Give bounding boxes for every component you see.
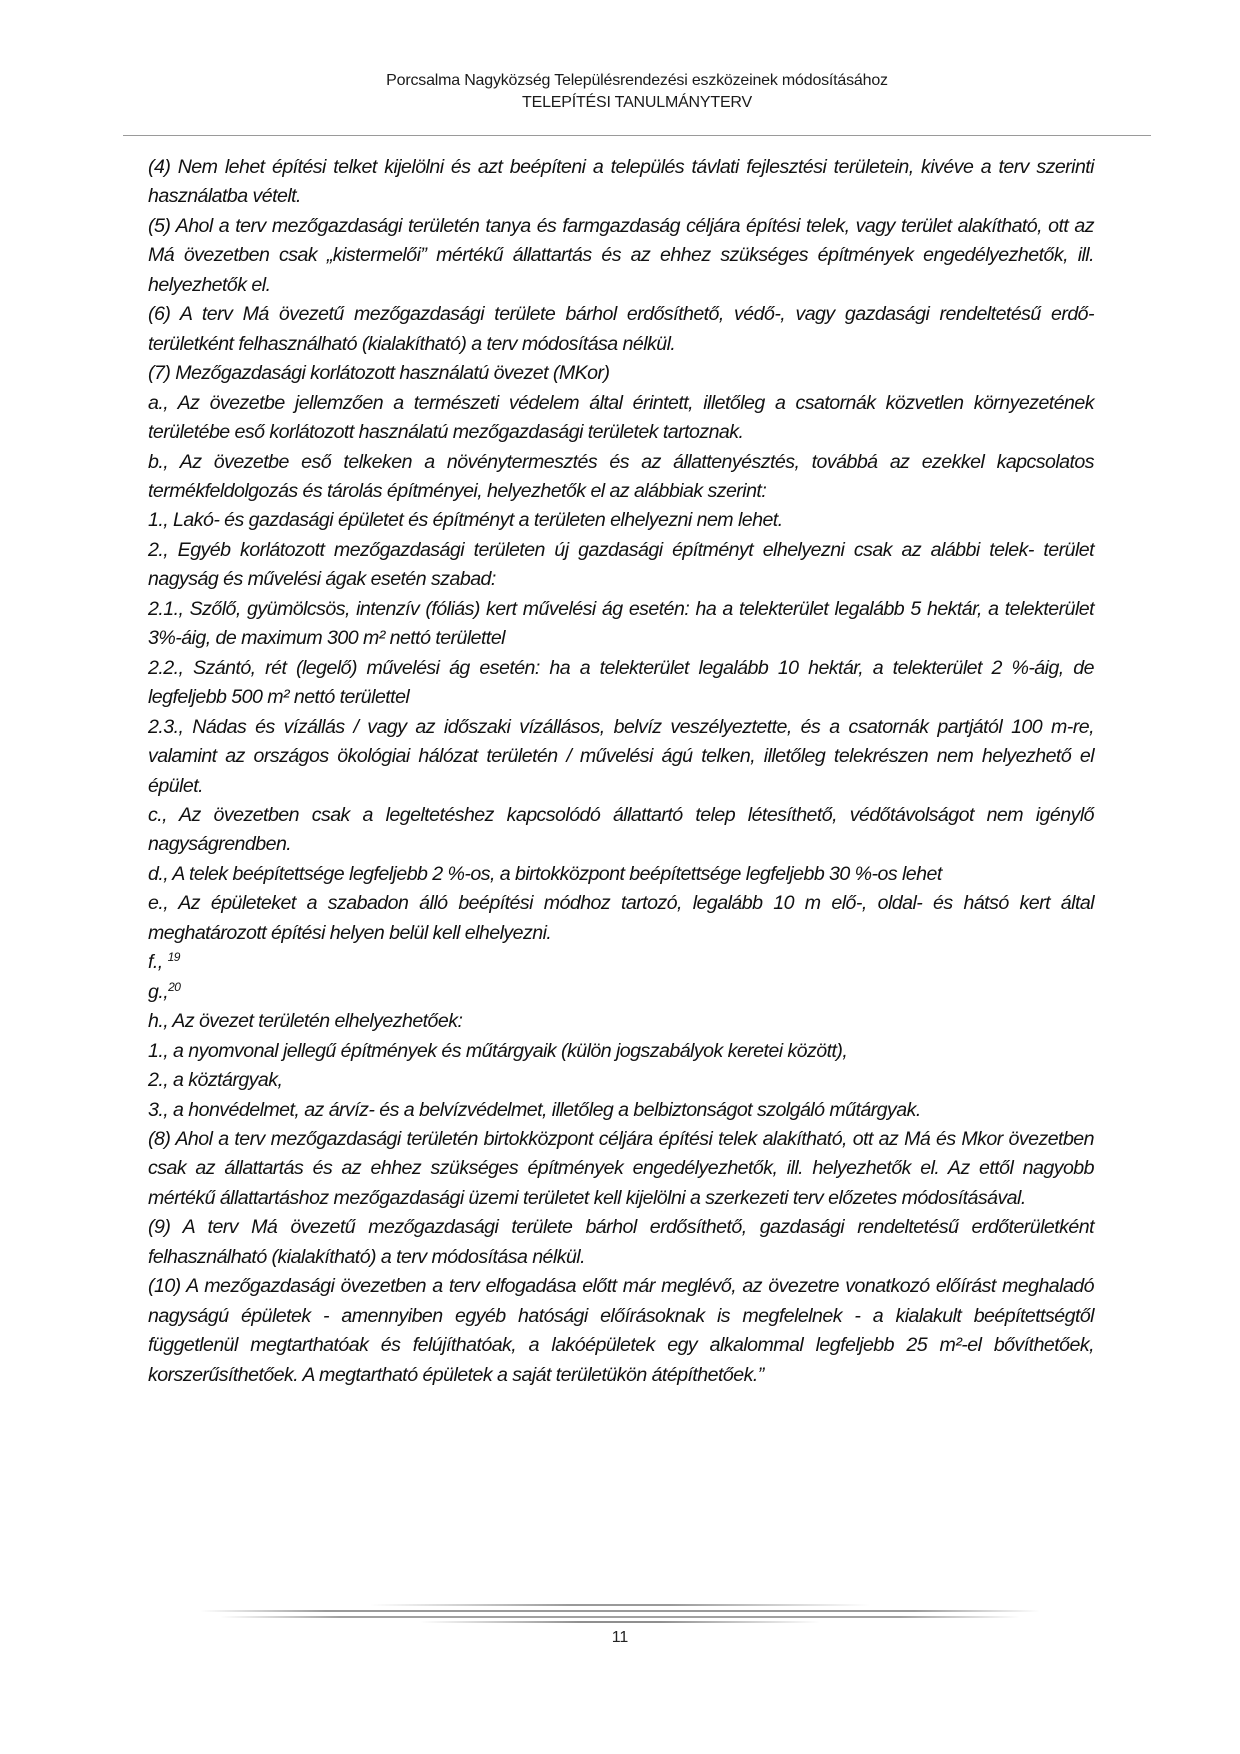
header-divider bbox=[123, 135, 1151, 136]
paragraph-10: (10) A mezőgazdasági övezetben a terv elfogadása előtt már meglévő, az övezetre vonatkozó előírást meghaladó nagyságú épületek - amennyiben egyéb hatósági előírásoknak is megfelelnek - a kialakult beépítettségtől függetlenül megtarthatóak és felújíthatóak, a lakóépületek egy alkalommal legfeljebb 25 m²-el bővíthetőek, korszerűsíthetőek. A megtartható épületek a saját területükön átépíthetőek.” bbox=[148, 1275, 1094, 1386]
footnote-ref-19[interactable]: 19 bbox=[167, 950, 180, 965]
item-b: b., Az övezetbe eső telkeken a növénytermesztés és az állattenyésztés, továbbá az ezekkel kapcsolatos termékfeldolgozás és tárolás építményei, helyezhetők el az alábbiak szerint: bbox=[148, 450, 1094, 502]
item-d: d., A telek beépítettsége legfeljebb 2 %-os, a birtokközpont beépítettsége legfeljebb 30 %-os lehet bbox=[148, 862, 942, 885]
item-g bbox=[148, 978, 1094, 1007]
item-a: a., Az övezetbe jellemzően a természeti védelem által érintett, illetőleg a csatornák közvetlen környezetének területébe eső korlátozott használatú mezőgazdasági területek tartoznak. bbox=[148, 391, 1094, 444]
item-f bbox=[148, 948, 1094, 977]
item-b-2: 2., Egyéb korlátozott mezőgazdasági területen új gazdasági építményt elhelyezni csak az alábbi telek- terület nagyság és művelési ágak esetén szabad: bbox=[148, 538, 1094, 591]
header-document-subtitle: TELEPÍTÉSI TANULMÁNYTERV bbox=[522, 94, 752, 111]
paragraph-7-heading: (7) Mezőgazdasági korlátozott használatú övezet (MKor) bbox=[148, 362, 610, 385]
item-h-3: 3., a honvédelmet, az árvíz- és a belvízvédelmet, illetőleg a belbiztonságot szolgáló műtárgyak. bbox=[148, 1098, 921, 1121]
paragraph-5: (5) Ahol a terv mezőgazdasági területén tanya és farmgazdaság céljára építési telek, vagy terület alakítható, ott az Má övezetben csak „kistermelői” mértékű állattartás és az ehhez szükséges építmények engedélyezhetők, ill. helyezhetők el. bbox=[148, 214, 1094, 296]
page-number: 11 bbox=[611, 1629, 629, 1646]
item-g-label: g., bbox=[148, 980, 169, 1003]
item-b-2-1: 2.1., Szőlő, gyümölcsös, intenzív (fóliás) kert művelési ág esetén: ha a telekterület legalább 5 hektár, a telekterület 3%-áig, de maximum 300 m² nettó területtel bbox=[148, 597, 1094, 650]
item-f-label: f., bbox=[148, 951, 168, 974]
page-header bbox=[123, 70, 1151, 114]
item-b-2-3: 2.3., Nádas és vízállás / vagy az időszaki vízállásos, belvíz veszélyeztette, és a csatornák partjától 100 m-re, valamint az országos ökológiai hálózat területén / művelési ágú telken, illetőleg telekrészen nem helyezhető el épület. bbox=[148, 715, 1094, 797]
item-b-1: 1., Lakó- és gazdasági épületet és építményt a területen elhelyezni nem lehet. bbox=[148, 509, 783, 532]
header-document-title: Porcsalma Nagyközség Településrendezési eszközeinek módosításához bbox=[386, 72, 888, 89]
paragraph-4: (4) Nem lehet építési telket kijelölni és azt beépíteni a település távlati fejlesztési területein, kivéve a terv szerinti használatba vételt. bbox=[148, 156, 1094, 208]
paragraph-6: (6) A terv Má övezetű mezőgazdasági területe bárhol erdősíthető, védő-, vagy gazdasági rendeltetésű erdő- területként felhasználható (kialakítható) a terv módosítása nélkül. bbox=[148, 303, 1094, 355]
item-e: e., Az épületeket a szabadon álló beépítési módhoz tartozó, legalább 10 m elő-, oldal- és hátsó kert által meghatározott építési helyen belül kell elhelyezni. bbox=[148, 892, 1094, 944]
footnote-ref-20[interactable]: 20 bbox=[168, 979, 181, 994]
document-body bbox=[148, 153, 1094, 1390]
item-h-2: 2., a köztárgyak, bbox=[148, 1069, 283, 1092]
paragraph-8: (8) Ahol a terv mezőgazdasági területén birtokközpont céljára építési telek alakítható, ott az Má és Mkor övezetben csak az állattartás és az ehhez szükséges építmények engedélyezhetők, ill. helyezhetők el. Az ettől nagyobb mértékű állattartáshoz mezőgazdasági üzemi területet kell kijelölni a szerkezeti terv előzetes módosításával. bbox=[148, 1127, 1094, 1209]
item-h: h., Az övezet területén elhelyezhetőek: bbox=[148, 1010, 463, 1033]
item-h-1: 1., a nyomvonal jellegű építmények és műtárgyaik (külön jogszabályok keretei között), bbox=[148, 1039, 848, 1062]
item-b-2-2: 2.2., Szántó, rét (legelő) művelési ág esetén: ha a telekterület legalább 10 hektár, a telekterület 2 %-áig, de legfeljebb 500 m² nettó területtel bbox=[148, 656, 1094, 709]
item-c: c., Az övezetben csak a legeltetéshez kapcsolódó állattartó telep létesíthető, védőtávolságot nem igénylő nagyságrendben. bbox=[148, 803, 1094, 856]
paragraph-9: (9) A terv Má övezetű mezőgazdasági területe bárhol erdősíthető, gazdasági rendeltetésű erdőterületként felhasználható (kialakítható) a terv módosítása nélkül. bbox=[148, 1216, 1094, 1268]
